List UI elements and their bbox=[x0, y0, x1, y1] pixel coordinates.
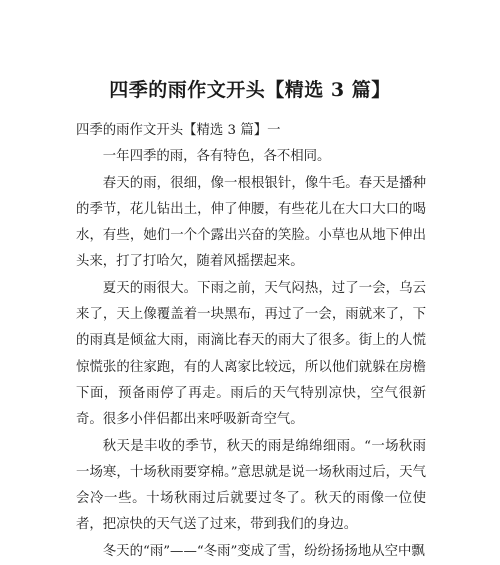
document-body bbox=[76, 118, 426, 565]
document-subtitle: 四季的雨作文开头【精选 3 篇】一 bbox=[76, 123, 281, 138]
paragraph-autumn: 秋天是丰收的季节，秋天的雨是绵绵细雨。“一场秋雨一场寒，十场秋雨要穿棉。”意思就是说一场秋雨过后，天气会冷一些。十场秋雨过后就要过冬了。秋天的雨像一位使者，把凉快的天气送了过来，带到我们的身边。 bbox=[76, 438, 426, 533]
paragraph-intro: 一年四季的雨，各有特色，各不相同。 bbox=[102, 149, 331, 165]
paragraph-winter: 冬天的“雨”——“冬雨”变成了雪，纷纷扬扬地从空中飘 bbox=[102, 543, 425, 559]
paragraph-summer: 夏天的雨很大。下雨之前，天气闷热，过了一会，乌云来了，天上像覆盖着一块黑布，再过了一会，雨就来了，下的雨真是倾盆大雨，雨滴比春天的雨大了很多。街上的人慌惊慌张的往家跑，有的人离家比较远，所以他们就躲在房檐下面，预备雨停了再走。雨后的天气特别凉快，空气很新奇。很多小伴侣都出来呼吸新奇空气。 bbox=[76, 280, 426, 428]
paragraph-spring: 春天的雨，很细，像一根根银针，像牛毛。春天是播种的季节，花儿钻出土，伸了伸腰，有些花儿在大口大口的喝水，有些，她们一个个露出兴奋的笑脸。小草也从地下伸出头来，打了打哈欠，随着风摇摆起来。 bbox=[76, 175, 426, 270]
document-title: 四季的雨作文开头【精选 3 篇】 bbox=[109, 79, 391, 101]
